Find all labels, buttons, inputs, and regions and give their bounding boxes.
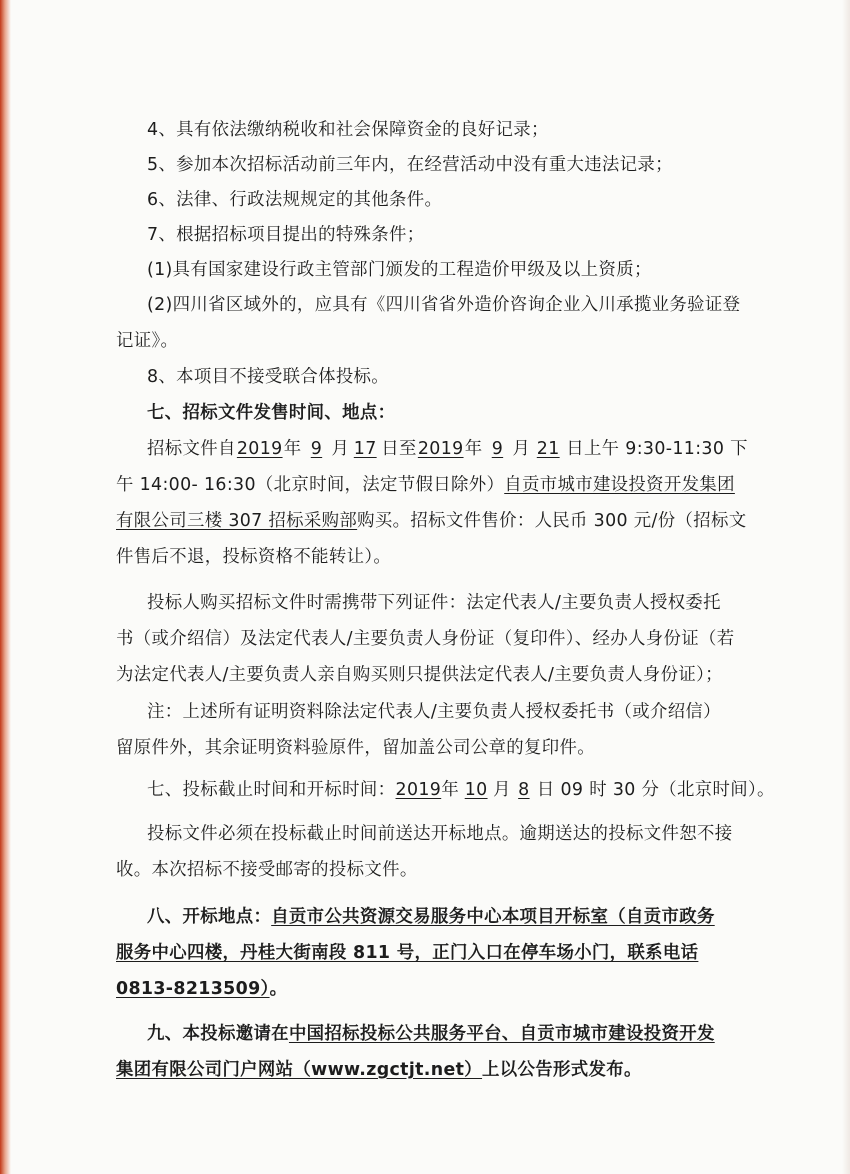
item-5: 5、参加本次招标活动前三年内，在经营活动中没有重大违法记录； — [147, 155, 673, 175]
pm-hours: 午 14:00- 16:30（北京时间，法定节假日除外） — [116, 475, 505, 495]
end-month: 9 — [491, 439, 504, 459]
deadline-year-label: 年 — [441, 780, 460, 800]
sale-prefix: 招标文件自 — [147, 439, 236, 459]
deadline-month: 10 — [464, 780, 488, 800]
deadline-year: 2019 — [395, 780, 442, 800]
section-7-heading: 七、招标文件发售时间、地点： — [147, 403, 396, 423]
sale-period-line — [0, 437, 850, 461]
start-day: 17 — [353, 439, 377, 459]
opening-location: 自贡市公共资源交易服务中心本项目开标室（自贡市政务 — [271, 907, 715, 927]
late-submission-1: 投标文件必须在投标截止时间前送达开标地点。逾期送达的投标文件恕不接 — [147, 824, 733, 844]
price-line — [0, 509, 850, 533]
month-label: 月 — [331, 439, 350, 459]
start-year: 2019 — [236, 439, 283, 459]
deadline-time: 日 09 时 30 分（北京时间）。 — [536, 780, 775, 800]
sale-location: 自贡市城市建设投资开发集团 — [504, 475, 735, 495]
item-7-2-cont: 记证》。 — [116, 331, 179, 351]
item-8: 8、本项目不接受联合体投标。 — [147, 367, 390, 387]
item-7-2: (2)四川省区域外的，应具有《四川省省外造价咨询企业入川承揽业务验证登 — [147, 295, 741, 315]
year-label: 年 — [283, 439, 302, 459]
opening-location-cont: 服务中心四楼，丹桂大街南段 811 号，正门入口在停车场小门，联系电话 — [116, 943, 699, 963]
price: 购买。招标文件售价：人民币 300 元/份（招标文 — [357, 511, 747, 531]
deadline-month-label: 月 — [493, 780, 511, 800]
website: 集团有限公司门户网站（www.zgctjt.net） — [116, 1060, 483, 1080]
section-8-line — [0, 905, 850, 929]
end-year: 2019 — [417, 439, 464, 459]
price-line-cont: 件售后不退，投标资格不能转让）。 — [116, 547, 392, 567]
section-9-heading: 九、本投标邀请在 — [147, 1024, 289, 1044]
required-docs-2: 书（或介绍信）及法定代表人/主要负责人身份证（复印件）、经办人身份证（若 — [116, 629, 735, 649]
end-day: 21 — [536, 439, 560, 459]
section-8-heading: 八、开标地点： — [147, 907, 272, 927]
pm-hours-line — [0, 473, 850, 497]
deadline-prefix: 七、投标截止时间和开标时间： — [147, 780, 396, 800]
note-2: 留原件外，其余证明资料验原件，留加盖公司公章的复印件。 — [116, 738, 595, 758]
sale-location-cont: 有限公司三楼 307 招标采购部 — [116, 511, 358, 531]
item-6: 6、法律、行政法规规定的其他条件。 — [147, 190, 443, 210]
section-9-line — [0, 1022, 850, 1046]
start-month: 9 — [310, 439, 323, 459]
required-docs-1: 投标人购买招标文件时需携带下列证件：法定代表人/主要负责人授权委托 — [147, 593, 721, 613]
item-7-1: (1)具有国家建设行政主管部门颁发的工程造价甲级及以上资质； — [147, 260, 652, 280]
year-label-2: 年 — [464, 439, 483, 459]
required-docs-3: 为法定代表人/主要负责人亲自购买则只提供法定代表人/主要负责人身份证）； — [116, 665, 723, 685]
opening-location-2 — [0, 941, 850, 965]
item-4: 4、具有依法缴纳税收和社会保障资金的良好记录； — [147, 120, 549, 140]
item-7: 7、根据招标项目提出的特殊条件； — [147, 225, 425, 245]
note-1: 注：上述所有证明资料除法定代表人/主要负责人授权委托书（或介绍信） — [147, 702, 721, 722]
section-9-line-2 — [0, 1058, 850, 1082]
publish-platforms: 中国招标投标公共服务平台、自贡市城市建设投资开发 — [288, 1024, 715, 1044]
deadline-line — [0, 778, 850, 802]
month-label-2: 月 — [512, 439, 531, 459]
deadline-day: 8 — [518, 780, 530, 800]
late-submission-2: 收。本次招标不接受邮寄的投标文件。 — [116, 860, 418, 880]
contact-phone: 0813-8213509） — [116, 979, 270, 999]
am-hours: 日上午 9:30-11:30 下 — [566, 439, 748, 459]
opening-location-3 — [0, 977, 850, 1001]
to-label: 日至 — [381, 439, 417, 459]
sentence-end: 。 — [269, 979, 288, 999]
publish-suffix: 上以公告形式发布。 — [482, 1060, 642, 1080]
